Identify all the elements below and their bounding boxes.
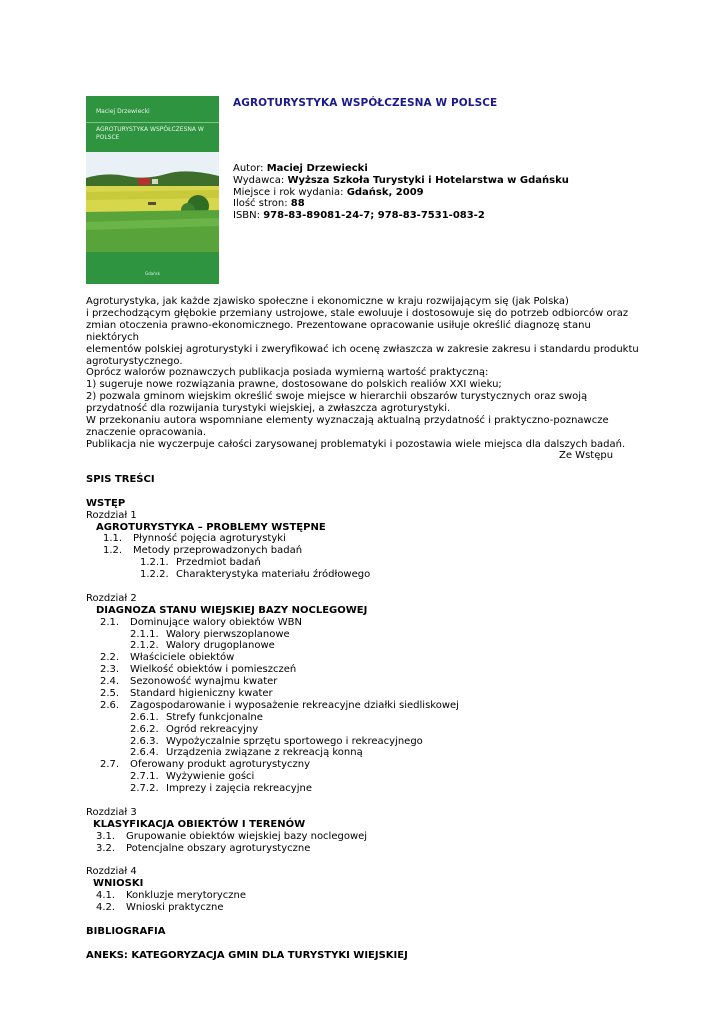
- toc-entry: [86, 902, 646, 914]
- cover-photo: [86, 152, 219, 252]
- spacer: [86, 581, 646, 593]
- toc-entry: [86, 557, 646, 569]
- book-title: AGROTURYSTYKA WSPÓŁCZESNA W POLSCE: [233, 97, 498, 109]
- toc-entry-number: 2.7.2.: [130, 783, 159, 795]
- toc-entry-number: 2.6.2.: [130, 723, 159, 735]
- toc-entry-number: 1.1.: [103, 533, 123, 545]
- pages-row: [233, 198, 569, 210]
- pages-value: 88: [290, 198, 305, 210]
- toc-entry: [86, 724, 646, 736]
- table-of-contents: [86, 474, 646, 962]
- toc-entry-text: Konkluzje merytoryczne: [126, 890, 247, 902]
- toc-entry-text: Imprezy i zajęcia rekreacyjne: [166, 783, 312, 795]
- toc-entry-text: Wielkość obiektów i pomieszczeń: [130, 664, 297, 676]
- author-value: Maciej Drzewiecki: [266, 163, 368, 174]
- toc-entry-text: Wnioski praktyczne: [126, 902, 224, 914]
- toc-entry-number: 2.1.: [100, 616, 120, 628]
- cover-divider: [86, 122, 219, 123]
- toc-entry: [86, 629, 646, 641]
- chapter-label: Rozdział 3: [86, 806, 137, 818]
- toc-heading: SPIS TREŚCI: [86, 474, 155, 485]
- toc-entry-text: Grupowanie obiektów wiejskiej bazy noclegowej: [126, 830, 368, 842]
- publisher-value: Wyższa Szkoła Turystyki i Hotelarstwa w Gdańsku: [287, 174, 569, 186]
- toc-entry-text: Zagospodarowanie i wyposażenie rekreacyjne działki siedliskowej: [130, 699, 459, 711]
- toc-entry: [86, 533, 646, 545]
- toc-entry-text: Potencjalne obszary agroturystyczne: [126, 842, 311, 854]
- intro-line: Agroturystyka, jak każde zjawisko społeczne i ekonomiczne w kraju rozwijającym się (jak Polska): [86, 296, 569, 307]
- chapter-label: Rozdział 4: [86, 866, 137, 878]
- toc-entry-number: 2.6.4.: [130, 747, 159, 759]
- toc-entry: [86, 747, 646, 759]
- toc-entry-text: Walory drugoplanowe: [166, 640, 275, 652]
- toc-entry-number: 3.1.: [96, 830, 116, 842]
- toc-entry-text: Wyżywienie gości: [166, 771, 255, 783]
- intro-line: i przechodzącym głębokie przemiany ustrojowe, stale ewoluuje i dostosowuje się do potrzeb odbiorców oraz: [86, 307, 629, 319]
- toc-entry: [86, 676, 646, 688]
- intro-text: [86, 296, 646, 451]
- author-row: [233, 163, 569, 175]
- spacer: [86, 486, 646, 498]
- toc-entry-number: 1.2.1.: [140, 557, 169, 569]
- isbn-row: [233, 210, 569, 222]
- place-year-value: Gdańsk, 2009: [346, 186, 424, 198]
- toc-entry: [86, 652, 646, 664]
- intro-line: W przekonaniu autora wspomniane elementy wyznaczają aktualną przydatność i praktyczno-poznawcze: [86, 415, 609, 427]
- toc-entry-number: 2.5.: [100, 688, 120, 700]
- toc-entry-number: 1.2.: [103, 545, 123, 557]
- toc-entry: [86, 771, 646, 783]
- toc-entry-number: 2.7.: [100, 759, 120, 771]
- toc-entry: [86, 617, 646, 629]
- toc-entry-number: 2.1.2.: [130, 640, 159, 652]
- toc-entry-text: Standard higieniczny kwater: [130, 688, 273, 700]
- toc-entry-text: Oferowany produkt agroturystyczny: [130, 759, 311, 771]
- spacer: [86, 795, 646, 807]
- intro-line: 1) sugeruje nowe rozwiązania prawne, dostosowane do polskich realiów XXI wieku;: [86, 379, 502, 391]
- toc-entry-text: Charakterystyka materiału źródłowego: [176, 569, 371, 581]
- toc-chapters: [86, 510, 646, 914]
- cover-city: Gdańsk: [144, 271, 161, 276]
- toc-entry-text: Dominujące walory obiektów WBN: [130, 616, 302, 628]
- toc-entry-text: Strefy funkcjonalne: [166, 711, 263, 723]
- intro-line: 2) pozwala gminom wiejskim określić swoje miejsce w hierarchii obszarów turystycznych oraz swoją: [86, 391, 588, 403]
- chapter-title: WNIOSKI: [93, 878, 144, 890]
- toc-entry: [86, 688, 646, 700]
- toc-entry-number: 2.7.1.: [130, 771, 159, 783]
- intro-line: Oprócz walorów poznawczych publikacja posiada wymierną wartość praktyczną:: [86, 367, 489, 379]
- cover-landscape-image: [86, 152, 219, 252]
- place-year-label: Miejsce i rok wydania:: [233, 186, 344, 198]
- toc-entry-number: 2.2.: [100, 652, 120, 664]
- toc-entry-text: Wypożyczalnie sprzętu sportowego i rekreacyjnego: [166, 735, 423, 747]
- toc-entry-number: 2.1.1.: [130, 628, 159, 640]
- toc-entry-text: Płynność pojęcia agroturystyki: [133, 533, 286, 545]
- publisher-row: [233, 175, 569, 187]
- intro-line: Publikacja nie wyczerpuje całości zarysowanej problematyki i pozostawia wiele miejsca dla dalszych badań.: [86, 438, 626, 450]
- toc-annex: ANEKS: KATEGORYZACJA GMIN DLA TURYSTYKI WIEJSKIEJ: [86, 949, 408, 961]
- toc-entry-text: Właściciele obiektów: [130, 652, 235, 664]
- chapter-label: Rozdział 1: [86, 509, 137, 521]
- toc-entry-text: Sezonowość wynajmu kwater: [130, 676, 278, 688]
- toc-entry-number: 4.2.: [96, 902, 116, 914]
- toc-entry-text: Ogród rekreacyjny: [166, 723, 259, 735]
- toc-entry: [86, 783, 646, 795]
- toc-entry-number: 2.6.: [100, 699, 120, 711]
- toc-intro: WSTĘP: [86, 497, 126, 509]
- spacer: [86, 855, 646, 867]
- cover-author: Maciej Drzewiecki: [96, 108, 150, 115]
- intro-line: znaczenie opracowania.: [86, 426, 207, 438]
- place-year-row: [233, 187, 569, 199]
- toc-entry-number: 2.6.3.: [130, 735, 159, 747]
- toc-entry-number: 2.4.: [100, 676, 120, 688]
- toc-entry-number: 2.3.: [100, 664, 120, 676]
- toc-entry: [86, 664, 646, 676]
- toc-entry: [86, 712, 646, 724]
- toc-entry: [86, 759, 646, 771]
- book-cover: [86, 96, 219, 284]
- intro-line: zmian otoczenia prawno-ekonomicznego. Prezentowane opracowanie usiłuje określić diagnozę stanu niektórych: [86, 319, 591, 343]
- toc-entry-text: Urządzenia związane z rekreacją konną: [166, 747, 363, 759]
- isbn-label: ISBN:: [233, 210, 261, 222]
- toc-entry: [86, 545, 646, 557]
- cover-title: AGROTURYSTYKA WSPÓŁCZESNA W POLSCE: [96, 126, 204, 141]
- toc-entry: [86, 700, 646, 712]
- toc-entry: [86, 843, 646, 855]
- spacer: [86, 914, 646, 926]
- book-metadata: [233, 163, 569, 222]
- intro-line: agroturystycznego.: [86, 355, 183, 367]
- spacer: [86, 938, 646, 950]
- chapter-label: Rozdział 2: [86, 592, 137, 604]
- chapter-title: KLASYFIKACJA OBIEKTÓW I TERENÓW: [93, 818, 306, 830]
- toc-entry: [86, 736, 646, 748]
- isbn-value: 978-83-89081-24-7; 978-83-7531-083-2: [263, 210, 485, 222]
- publisher-label: Wydawca:: [233, 174, 285, 186]
- toc-entry-text: Metody przeprowadzonych badań: [133, 545, 303, 557]
- author-label: Autor:: [233, 163, 264, 174]
- toc-entry: [86, 640, 646, 652]
- toc-entry-text: Przedmiot badań: [176, 557, 261, 569]
- intro-signature: Ze Wstępu: [559, 450, 614, 461]
- toc-entry-number: 1.2.2.: [140, 569, 169, 581]
- toc-entry: [86, 569, 646, 581]
- toc-entry: [86, 890, 646, 902]
- toc-entry-number: 2.6.1.: [130, 711, 159, 723]
- pages-label: Ilość stron:: [233, 198, 288, 210]
- toc-entry-text: Walory pierwszoplanowe: [166, 628, 290, 640]
- chapter-title: AGROTURYSTYKA – PROBLEMY WSTĘPNE: [96, 521, 326, 533]
- toc-entry-number: 3.2.: [96, 842, 116, 854]
- toc-bibliography: BIBLIOGRAFIA: [86, 925, 166, 937]
- toc-entry: [86, 831, 646, 843]
- chapter-title: DIAGNOZA STANU WIEJSKIEJ BAZY NOCLEGOWEJ: [96, 604, 368, 616]
- intro-line: elementów polskiej agroturystyki i zweryfikować ich ocenę zwłaszcza w zakresie zakresu i standardu produktu: [86, 343, 639, 355]
- toc-entry-number: 4.1.: [96, 890, 116, 902]
- intro-line: przydatność dla rozwijania turystyki wiejskiej, a zwłaszcza agroturystyki.: [86, 403, 451, 415]
